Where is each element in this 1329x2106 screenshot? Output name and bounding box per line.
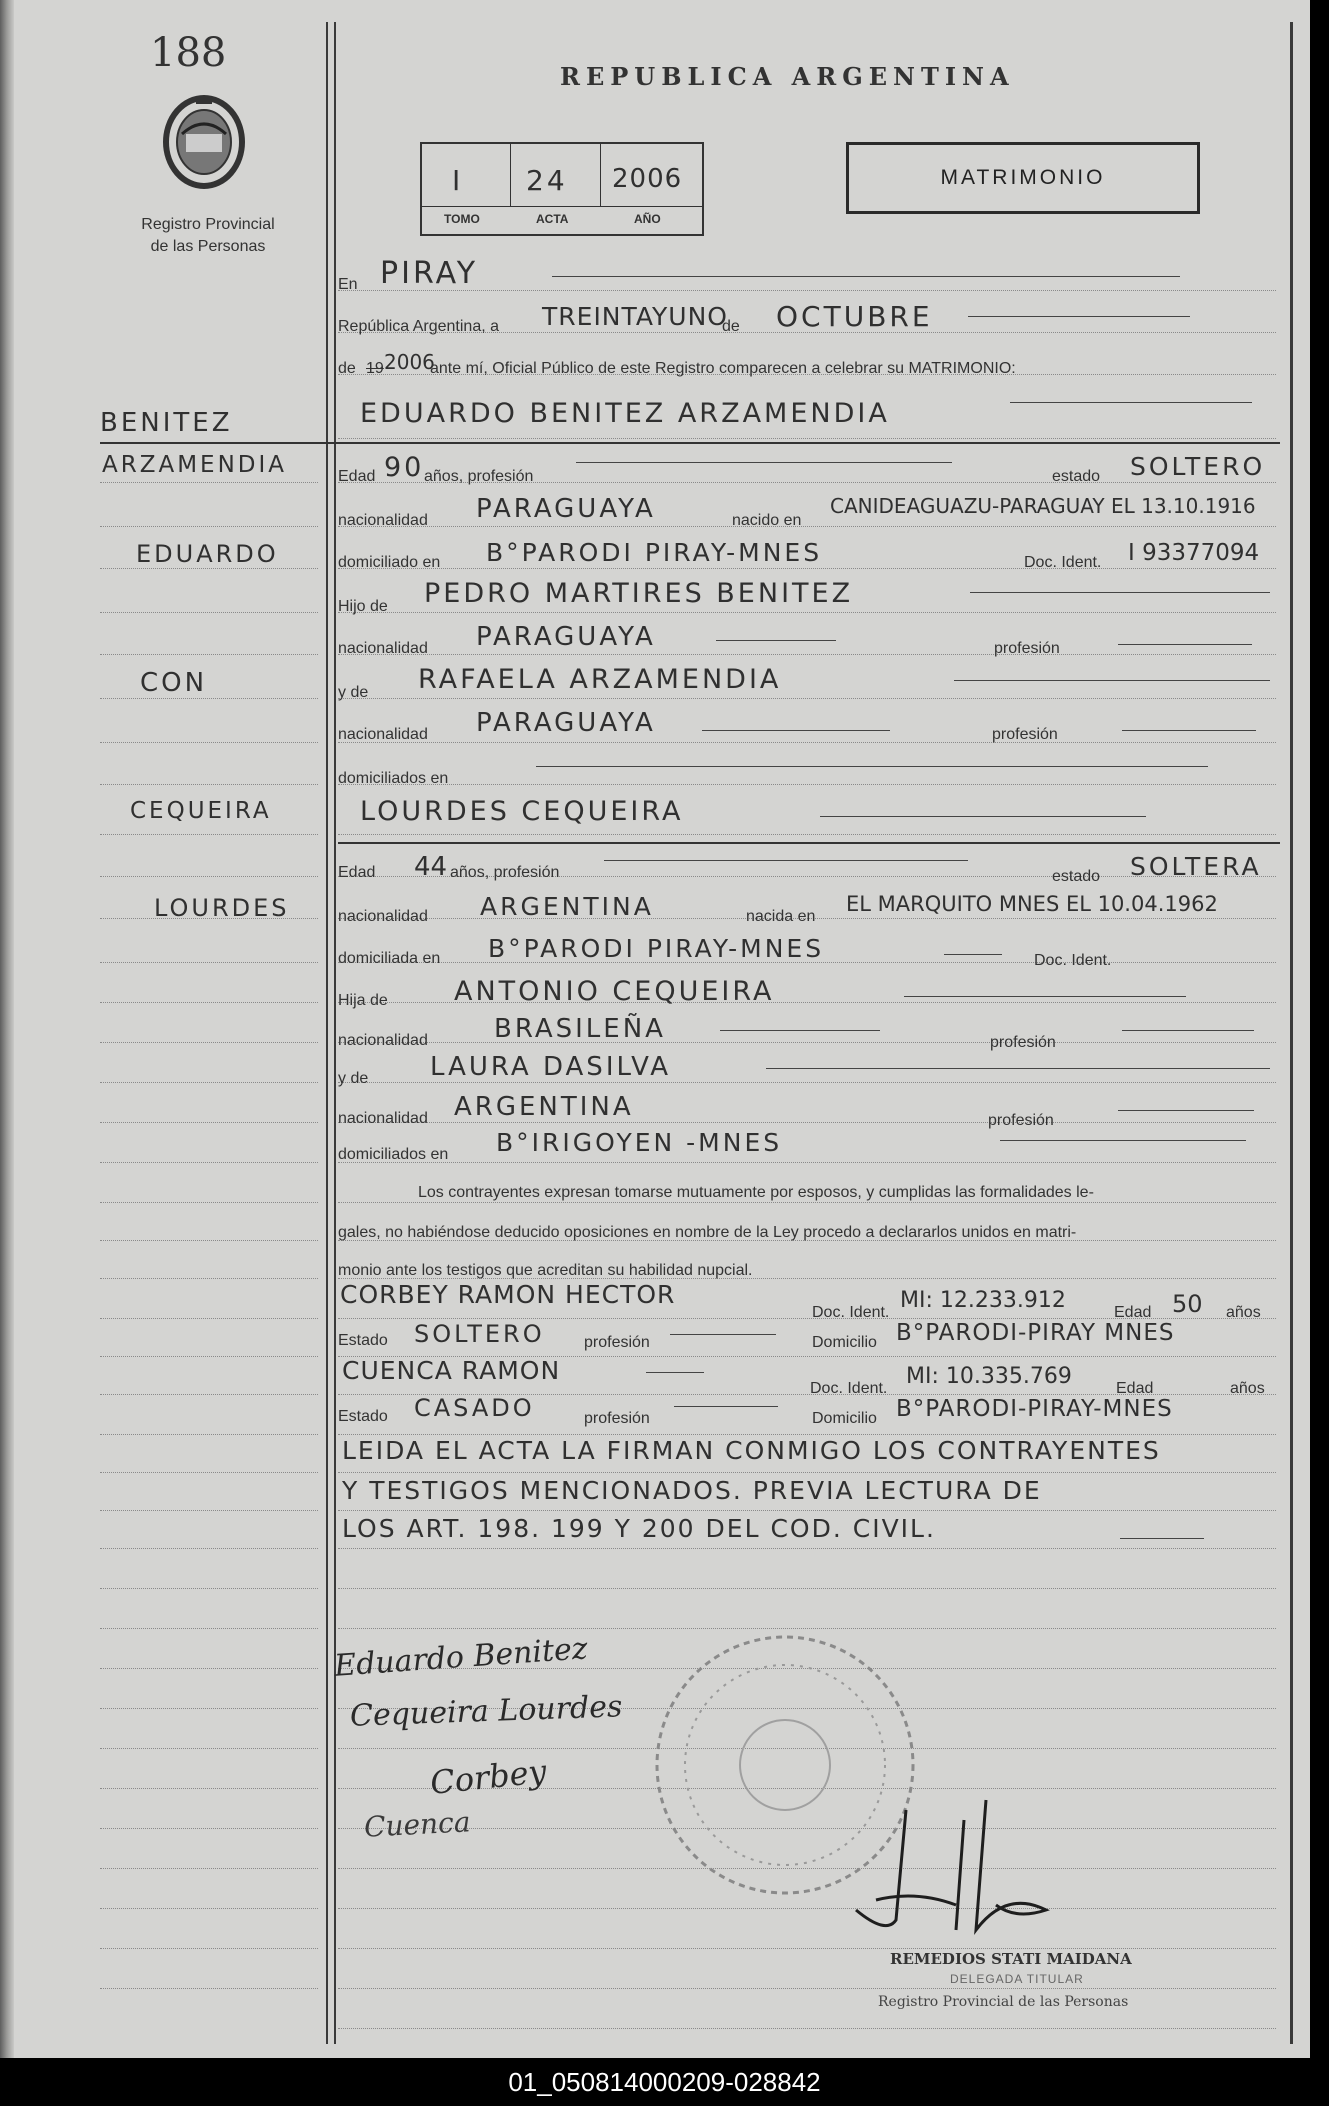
witness2-domicilio: B°PARODI-PIRAY-MNES [896, 1396, 1173, 1422]
bride-yde-label: y de [338, 1070, 369, 1087]
bride-padre-prof-fill [1122, 1030, 1254, 1031]
witness2-edad-label: Edad [1116, 1380, 1154, 1397]
bride-madre-fill [766, 1068, 1270, 1069]
witness1-domicilio-label: Domicilio [812, 1334, 877, 1351]
groom-padre: PEDRO MARTIRES BENITEZ [424, 578, 854, 609]
bride-madre-prof-label: profesión [988, 1112, 1054, 1129]
margin-given-name-2: LOURDES [154, 894, 290, 922]
bride-nacionalidad: ARGENTINA [480, 892, 654, 921]
witness1-domicilio: B°PARODI-PIRAY MNES [896, 1320, 1175, 1346]
bride-padre: ANTONIO CEQUEIRA [454, 976, 775, 1007]
bride-edad-label: Edad [338, 864, 376, 881]
bride-prof-fill [604, 860, 968, 861]
signature-groom: Eduardo Benitez [333, 1631, 589, 1684]
page-rule-right [1290, 22, 1293, 2044]
section-divider-bride [338, 842, 1280, 844]
witness2-name: CUENCA RAMON [342, 1356, 561, 1385]
groom-nacido: CANIDEAGUAZU-PARAGUAY EL 13.10.1916 [830, 494, 1256, 518]
bride-madre-nac: ARGENTINA [454, 1092, 634, 1122]
closing-line-2: Y TESTIGOS MENCIONADOS. PREVIA LECTURA DE [342, 1476, 1042, 1505]
tomo-cell [422, 144, 511, 206]
ref-divider [422, 206, 702, 207]
groom-edad-label: Edad [338, 468, 376, 485]
country-title: REPUBLICA ARGENTINA [560, 62, 1015, 91]
date-day: TREINTAYUNO [542, 302, 728, 331]
bride-full-name: LOURDES CEQUEIRA [360, 796, 684, 827]
year-struck: 19 [366, 360, 384, 377]
groom-padre-prof-fill [1118, 644, 1252, 645]
bride-nac-label: nacionalidad [338, 908, 428, 925]
provincial-coat-of-arms [158, 88, 250, 196]
groom-estado: SOLTERO [1130, 452, 1266, 481]
margin-con: CON [140, 668, 208, 698]
witness1-anos: años [1226, 1304, 1261, 1321]
witness1-estado: SOLTERO [414, 1320, 545, 1348]
groom-doc: I 93377094 [1128, 540, 1260, 566]
scan-footer-code: 01_050814000209-028842 [0, 2058, 1329, 2106]
margin-given-name-1: EDUARDO [136, 540, 279, 568]
groom-yde-label: y de [338, 684, 369, 701]
witness1-estado-label: Estado [338, 1332, 388, 1349]
groom-madre-nac-fill [702, 730, 890, 731]
margin-surname-1: BENITEZ [100, 408, 233, 438]
date-de: de [722, 318, 740, 335]
bride-padre-nac-fill [720, 1030, 880, 1031]
margin-surname-3: CEQUEIRA [130, 798, 272, 824]
signature-witness1: Corbey [428, 1752, 549, 1802]
witness1-name: CORBEY RAMON HECTOR [340, 1280, 676, 1309]
witness2-estado-label: Estado [338, 1408, 388, 1425]
ano-value: 2006 [612, 164, 683, 194]
bride-domicilio: B°PARODI PIRAY-MNES [488, 934, 825, 963]
book-binding [0, 0, 14, 2058]
groom-dom-label: domiciliado en [338, 554, 441, 571]
date-prefix: República Argentina, a [338, 318, 499, 335]
witness2-doc-label: Doc. Ident. [810, 1380, 888, 1397]
date-month: OCTUBRE [776, 300, 933, 333]
registry-line2: de las Personas [150, 238, 266, 255]
bride-doc-label: Doc. Ident. [1034, 952, 1112, 969]
signature-bride: Cequeira Lourdes [349, 1689, 623, 1734]
declaration-line-2: gales, no habiéndose deducido oposiciones en nombre de la Ley procedo a declararlos unidos en matri- [338, 1224, 1077, 1241]
bride-estado: SOLTERA [1130, 852, 1262, 881]
bride-padre-nac-label: nacionalidad [338, 1032, 428, 1049]
groom-madre-prof-fill [1122, 730, 1256, 731]
place-fill [552, 276, 1180, 277]
margin-rule-left [326, 22, 328, 2044]
declaration-line-3: monio ante los testigos que acreditan su habilidad nupcial. [338, 1262, 753, 1279]
bride-nacida-label: nacida en [746, 908, 816, 925]
witness1-edad-label: Edad [1114, 1304, 1152, 1321]
page-number: 188 [150, 30, 227, 76]
groom-doc-label: Doc. Ident. [1024, 554, 1102, 571]
groom-prof-fill [576, 462, 952, 463]
groom-anos-profesion: años, profesión [424, 468, 534, 485]
tomo-label: TOMO [444, 212, 480, 226]
bride-anos-profesion: años, profesión [450, 864, 560, 881]
bride-domiciliados-label: domiciliados en [338, 1146, 449, 1163]
witness1-doc-label: Doc. Ident. [812, 1304, 890, 1321]
margin-rule-right [334, 22, 336, 2044]
groom-nacionalidad: PARAGUAYA [476, 494, 656, 524]
groom-madre-prof-label: profesión [992, 726, 1058, 743]
bride-domiciliados: B°IRIGOYEN -MNES [496, 1128, 783, 1157]
bride-padre-prof-label: profesión [990, 1034, 1056, 1051]
groom-name-fill [1010, 402, 1252, 403]
groom-full-name: EDUARDO BENITEZ ARZAMENDIA [360, 398, 890, 429]
place-value: PIRAY [380, 256, 479, 291]
official-name: REMEDIOS STATI MAIDANA [890, 1950, 1132, 1968]
bride-padre-nac: BRASILEÑA [494, 1014, 666, 1044]
witness2-domicilio-label: Domicilio [812, 1410, 877, 1427]
bride-hija-label: Hija de [338, 992, 388, 1009]
declaration-line-1: Los contrayentes expresan tomarse mutuamente por esposos, y cumplidas las formalidades le- [418, 1184, 1094, 1201]
groom-padre-prof-label: profesión [994, 640, 1060, 657]
groom-domiciliados-fill [536, 766, 1208, 767]
place-label: En [338, 276, 358, 293]
witness2-doc: MI: 10.335.769 [906, 1364, 1072, 1389]
official-signature [836, 1780, 1136, 1950]
registry-name [118, 214, 298, 258]
bride-domiciliados-fill [1000, 1140, 1246, 1141]
bride-edad: 44 [414, 852, 448, 882]
signature-witness2: Cuenca [363, 1805, 472, 1844]
closing-fill [1120, 1538, 1204, 1539]
groom-domiciliados-label: domiciliados en [338, 770, 449, 787]
groom-padre-fill [970, 592, 1270, 593]
groom-madre-fill [954, 680, 1270, 681]
witness2-name-fill [646, 1372, 704, 1373]
groom-padre-nac-label: nacionalidad [338, 640, 428, 657]
date-fill [968, 316, 1190, 317]
record-type-box: MATRIMONIO [846, 142, 1200, 214]
ano-label: AÑO [634, 212, 661, 226]
witness1-doc: MI: 12.233.912 [900, 1288, 1066, 1313]
section-divider-groom [100, 442, 1280, 444]
witness2-anos: años [1230, 1380, 1265, 1397]
bride-madre-nac-label: nacionalidad [338, 1110, 428, 1127]
groom-madre-nac: PARAGUAYA [476, 708, 656, 738]
bride-dom-fill [944, 954, 1002, 955]
witness2-profesion-label: profesión [584, 1410, 650, 1427]
margin-surname-2: ARZAMENDIA [102, 452, 288, 478]
acta-value: 24 [526, 164, 568, 197]
witness1-prof-fill [670, 1334, 776, 1335]
groom-hijo-label: Hijo de [338, 598, 388, 615]
closing-line-1: LEIDA EL ACTA LA FIRMAN CONMIGO LOS CONTRAYENTES [342, 1436, 1161, 1465]
witness1-profesion-label: profesión [584, 1334, 650, 1351]
official-office: Registro Provincial de las Personas [878, 1994, 1129, 2010]
groom-madre: RAFAELA ARZAMENDIA [418, 664, 782, 695]
groom-estado-label: estado [1052, 468, 1101, 485]
closing-line-3: LOS ART. 198. 199 Y 200 DEL COD. CIVIL. [342, 1514, 936, 1543]
year-value: 2006 [384, 350, 435, 374]
witness2-prof-fill [674, 1406, 778, 1407]
bride-padre-fill [904, 996, 1186, 997]
groom-domicilio: B°PARODI PIRAY-MNES [486, 538, 823, 567]
registry-line1: Registro Provincial [141, 216, 275, 233]
tomo-value: I [452, 164, 464, 197]
bride-name-fill [820, 816, 1146, 817]
bride-madre: LAURA DASILVA [430, 1052, 672, 1082]
date-statement: ante mí, Oficial Público de este Registro comparecen a celebrar su MATRIMONIO: [430, 360, 1016, 377]
groom-madre-nac-label: nacionalidad [338, 726, 428, 743]
witness1-edad: 50 [1172, 1290, 1203, 1318]
bride-estado-label: estado [1052, 868, 1101, 885]
groom-padre-nac-fill [716, 640, 836, 641]
groom-nacido-label: nacido en [732, 512, 802, 529]
year-prefix: de [338, 360, 356, 377]
record-reference-box [420, 142, 704, 236]
groom-edad: 90 [384, 452, 425, 483]
groom-nac-label: nacionalidad [338, 512, 428, 529]
bride-dom-label: domiciliada en [338, 950, 441, 967]
bride-nacida: EL MARQUITO MNES EL 10.04.1962 [846, 892, 1218, 916]
acta-label: ACTA [536, 212, 569, 226]
bride-madre-prof-fill [1118, 1110, 1254, 1111]
official-title: DELEGADA TITULAR [950, 1972, 1084, 1986]
groom-padre-nac: PARAGUAYA [476, 622, 656, 652]
witness2-estado: CASADO [414, 1394, 535, 1422]
